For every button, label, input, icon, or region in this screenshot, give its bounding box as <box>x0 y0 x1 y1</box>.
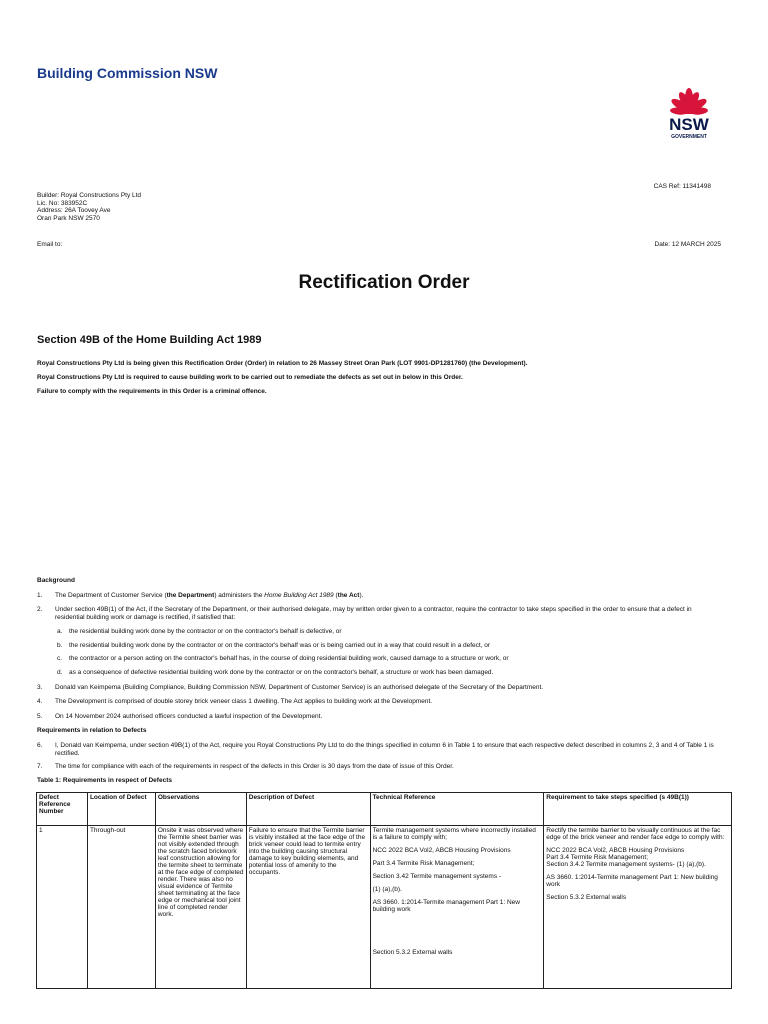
column-header: Location of Defect <box>87 793 155 826</box>
background-heading: Background <box>37 577 75 584</box>
column-header: Requirement to take steps specified (s 49B(1)) <box>544 793 732 826</box>
location-cell: Through-out <box>87 826 155 989</box>
builder-name: Builder: Royal Constructions Pty Ltd <box>37 192 142 199</box>
column-header: Technical Reference <box>370 793 544 826</box>
email-to: Email to: <box>37 241 63 248</box>
page-title: Rectification Order <box>298 272 470 293</box>
org-name: Building Commission NSW <box>37 65 218 81</box>
builder-licence: Lic. No: 383952C <box>37 199 88 207</box>
column-header: Observations <box>155 793 246 826</box>
builder-address: Address: 26A Toovey Ave <box>37 207 111 214</box>
observations-cell: Onsite it was observed where the Termite sheet barrier was not visibly extended through the scratch faced brickwork leaf construction allowing for the termite sheet to terminate at the face edge of completed render. There was also no visual evidence of Termite sheet terminating at the face edge or mechanical tool joint line of completed render work. <box>155 826 246 989</box>
requirement-cell: Rectify the termite barrier to be visually continuous at the fac edge of the brick veneer and render face edge to comply with: NCC 2022 BCA Vol2, ABCB Housing Provisions Part 3.4 Termite Risk Management; Section 3.4.2 Termite management systems- (1) (a),(b). AS 3660. 1:2014-Termite management Part 1: New building work Section 5.3.2 External walls <box>544 826 732 989</box>
technical-reference-cell: Termite management systems where incorrectly installed is a failure to comply with; NCC 2022 BCA Vol2, ABCB Housing Provisions Part 3.4 Termite Risk Management; Section 3.42 Termite management systems - (1) (a),(b). AS 3660. 1:2014-Termite management Part 1: New building work Section 5.3.2 External walls <box>370 826 544 989</box>
table-row <box>37 826 732 989</box>
logo-subtext: GOVERNMENT <box>671 134 707 140</box>
table-caption: Table 1: Requirements in respect of Defects <box>37 777 172 784</box>
intro-paragraph-3: Failure to comply with the requirements in this Order is a criminal offence. <box>37 388 267 395</box>
defect-ref-cell: 1 <box>37 826 88 989</box>
nsw-government-logo <box>664 86 714 144</box>
defects-table <box>36 792 732 989</box>
intro-paragraph-1: Royal Constructions Pty Ltd is being given this Rectification Order (Order) in relation to 26 Massey Street Oran Park (LOT 9901-DP1281760) (the Development). <box>37 360 528 367</box>
cas-ref: CAS Ref: 11341498 <box>653 183 711 190</box>
builder-address-block <box>37 192 141 222</box>
table-header-row <box>37 793 732 826</box>
logo-text: NSW <box>669 115 709 134</box>
column-header: Description of Defect <box>246 793 370 826</box>
order-date: Date: 12 MARCH 2025 <box>654 241 721 248</box>
section-heading: Section 49B of the Home Building Act 1989 <box>37 334 262 346</box>
intro-paragraph-2: Royal Constructions Pty Ltd is required to cause building work to be carried out to remediate the defects as set out in below in this Order. <box>37 374 463 381</box>
requirements-heading: Requirements in relation to Defects <box>37 727 147 734</box>
description-cell: Failure to ensure that the Termite barrier is visibly installed at the face edge of the brick veneer could lead to termite entry into the building causing structural damage to key building elements, and potential loss of amenity to the occupants. <box>246 826 370 989</box>
builder-suburb: Oran Park NSW 2570 <box>37 214 100 222</box>
column-header: Defect Reference Number <box>37 793 88 826</box>
